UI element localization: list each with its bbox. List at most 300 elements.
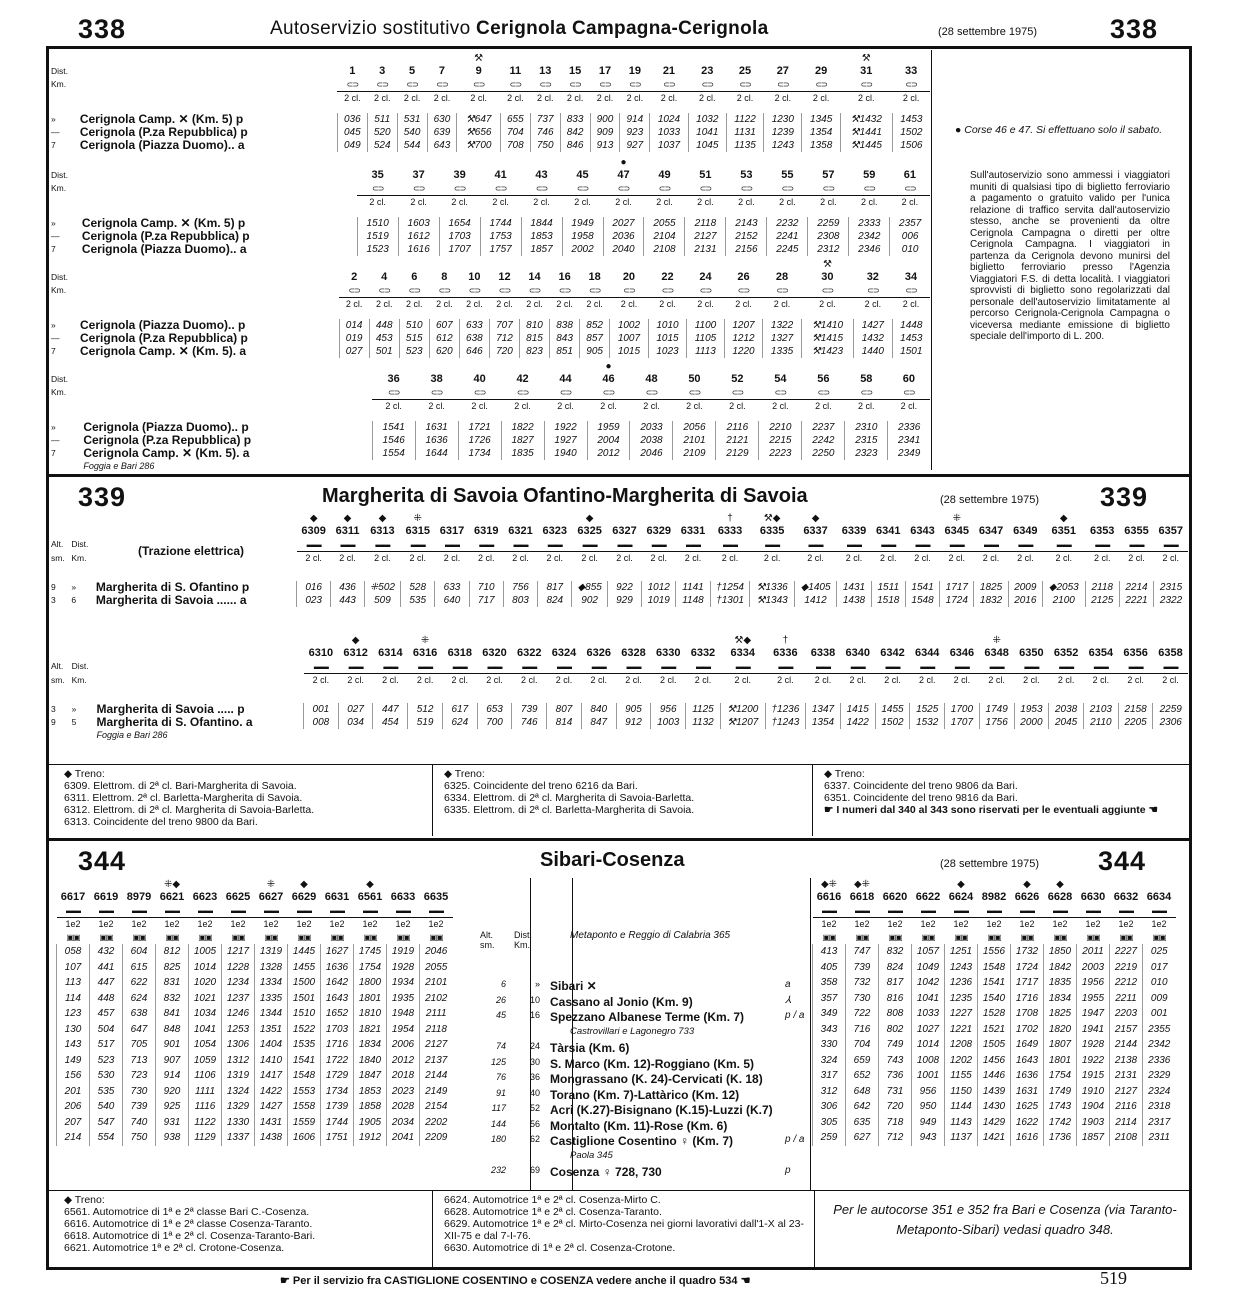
train-symbol [369,258,399,271]
train-symbol: † [782,635,789,646]
train-symbol [1143,878,1176,891]
vehicle-icon: ▬▬ [165,906,179,915]
train-number: 6625 [225,891,251,903]
time-cell: 305 [813,1115,846,1131]
train-number: 6345 [944,525,970,537]
note-line: 6351. Coincidente del treno 9816 da Bari. [824,792,1018,804]
class-label: 1e2 [1044,918,1077,932]
vehicle-icon: ⊂⊃ [453,184,466,193]
train-number: 6324 [551,647,577,659]
vehicle-icon: ▬▬ [822,906,836,915]
train-number: 17 [598,65,612,77]
vehicle-icon: ▬▬ [984,540,999,549]
train-number: 6354 [1088,647,1114,659]
time-cell: 1546 [372,434,415,447]
train-number: 6328 [621,647,646,659]
train-number: 4 [381,271,388,283]
train-number: 6343 [910,525,935,537]
time-cell: 1500 [288,975,321,991]
class-label: 2 cl. [651,674,686,688]
time-cell: 901 [156,1037,189,1053]
class-label: 2 cl. [979,674,1014,688]
time-cell: 707 [489,319,519,332]
table-date: (28 settembre 1975) [938,26,1038,38]
time-cell: 704 [846,1037,879,1053]
vehicle-icon: ▬▬ [264,906,278,915]
class-label: 2 cl. [560,92,590,106]
train-number: 6312 [343,647,368,659]
vehicle-icon: ▬▬ [1053,906,1067,915]
train-symbol [1008,512,1042,525]
train-symbol [439,156,480,169]
timetable-block [50,258,930,358]
train-symbol [560,52,590,65]
train-symbol [890,156,930,169]
notes-339-col1 [64,768,424,828]
class-label: 2 cl. [892,92,930,106]
time-cell: 540 [397,126,427,139]
time-cell: 739 [846,960,879,976]
train-symbol: ◆ [1059,513,1068,524]
time-cell: 1432 [854,332,893,345]
class-label: 2 cl. [501,400,544,414]
time-cell: 130 [57,1022,90,1038]
time-cell: 019 [339,332,369,345]
time-cell: 1724 [940,594,974,607]
table-number-344-right: 344 [1098,846,1147,876]
time-cell: 815 [519,332,549,345]
vehicle-icon: ▣▣ [822,933,836,942]
train-number: 3 [379,65,386,77]
train-number: 6348 [984,647,1009,659]
time-cell: 2149 [420,1084,453,1100]
time-cell: 1636 [321,960,354,976]
time-cell: 1947 [1077,1006,1110,1022]
distance: — [51,231,60,241]
vehicle-icon: ▬▬ [626,662,641,671]
time-cell: 750 [530,139,560,152]
class-label: 2 cl. [616,674,651,688]
vehicle-icon: ⊂⊃ [387,388,400,397]
vehicle-icon: ⊂⊃ [535,184,548,193]
time-cell: 633 [459,319,489,332]
time-cell: 1904 [1077,1099,1110,1115]
train-number: 6339 [841,525,867,537]
vehicle-icon: ▬▬ [444,540,459,549]
train-symbol [399,258,429,271]
vehicle-icon: ⊂⊃ [629,80,641,89]
vehicle-icon: ⊂⊃ [406,80,418,89]
time-cell: 1221 [945,1022,978,1038]
table-number-344-left: 344 [78,846,127,876]
vehicle-icon: ▬▬ [330,906,344,915]
time-cell: 207 [57,1115,90,1131]
time-cell: 1729 [321,1068,354,1084]
time-cell: 2116 [716,421,759,434]
time-cell: 1106 [189,1068,222,1084]
distance: 40 [529,1087,540,1098]
time-cell: 1511 [871,581,905,594]
station-name: Cosenza ♀ 728, 730 [550,1165,662,1179]
time-cell: 920 [156,1084,189,1100]
time-cell: 739 [512,703,547,716]
time-cell: 1243 [764,139,802,152]
station-col [96,660,304,674]
train-symbol [512,634,547,647]
time-cell: 1202 [945,1053,978,1069]
train-symbol [685,156,726,169]
time-cell: 905 [580,345,610,358]
distance: » [51,320,56,330]
time-cell: 453 [369,332,399,345]
time-cell: 722 [846,1006,879,1022]
train-number: 58 [860,373,873,385]
time-cell: 1312 [222,1053,255,1069]
time-cell: 1041 [912,991,945,1007]
time-cell: 049 [337,139,367,152]
time-cell: 612 [429,332,459,345]
train-symbol: ⁜ [992,635,1001,646]
column-divider [530,878,531,1190]
train-number: 6330 [655,647,681,659]
time-cell: 259 [813,1130,846,1146]
time-cell: 2156 [726,243,767,256]
class-label: 2 cl. [297,552,331,566]
class-label: 2 cl. [650,92,688,106]
vehicle-icon: ⊂⊃ [569,80,581,89]
time-cell: 833 [560,113,590,126]
class-label: 2 cl. [477,674,512,688]
vehicle-icon: ⊂⊃ [658,184,671,193]
time-cell: 816 [879,991,912,1007]
time-cell: 2127 [685,230,726,243]
class-label: 1e2 [321,918,354,932]
time-cell: 1756 [979,716,1014,729]
time-cell: 655 [500,113,530,126]
time-cell: 1627 [321,944,354,960]
station-col [96,634,304,647]
class-label: 1e2 [387,918,420,932]
station-col [95,552,297,566]
vehicle-icon: ▬▬ [522,662,537,671]
note-line: ◆ Treno: [824,768,865,780]
train-number: 6628 [1047,891,1073,903]
km: Dist. [71,661,89,672]
train-number: 6329 [646,525,671,537]
time-cell: 2127 [420,1037,453,1053]
time-cell: 2223 [759,447,802,460]
train-symbol [840,634,875,647]
station-col [96,674,304,688]
time-cell: 633 [435,581,469,594]
train-symbol [547,634,582,647]
time-cell: 857 [580,332,610,345]
alt [50,634,71,647]
station-name: Cerignola (Piazza Duomo).. p [83,420,249,434]
time-cell: 913 [590,139,620,152]
train-number: 6632 [1113,891,1139,903]
time-cell: 607 [429,319,459,332]
class-label: 2 cl. [458,400,501,414]
train-symbol: ◆ [366,879,374,890]
class-label: 2 cl. [572,552,607,566]
time-cell: 1949 [562,217,603,230]
time-cell: 1237 [222,991,255,1007]
vehicle-icon: ⊂⊃ [777,80,789,89]
station-name: Castiglione Cosentino ♀ (Km. 7) [550,1134,734,1148]
vehicle-icon: ▣▣ [66,933,80,942]
time-cell: 547 [90,1115,123,1131]
class-label: 2 cl. [1154,552,1188,566]
time-cell: 509 [364,594,400,607]
time-cell: 704 [500,126,530,139]
time-cell: 2157 [1110,1022,1143,1038]
altitude: 9 [51,582,56,592]
time-cell: 2242 [802,434,845,447]
train-number: 6316 [412,647,438,659]
time-cell: 2311 [1143,1130,1176,1146]
distance: 24 [529,1041,540,1051]
train-number: 6327 [612,525,637,537]
time-cell: 1041 [189,1022,222,1038]
vehicle-icon: ▬▬ [723,540,738,549]
time-cell: 1033 [650,126,688,139]
vehicle-icon: ▬▬ [66,906,80,915]
vehicle-icon: ▬▬ [1095,540,1110,549]
train-symbol: ⁜ [420,635,430,646]
train-symbol [620,52,650,65]
time-cell: 058 [57,944,90,960]
train-symbol [357,156,398,169]
train-symbol [337,52,367,65]
station-suffix: a [785,979,791,990]
time-cell: 515 [399,332,429,345]
time-cell: 2341 [888,434,930,447]
class-label: 2 cl. [759,400,802,414]
time-cell: 1919 [387,944,420,960]
train-number: 6331 [680,525,706,537]
train-symbol [1084,634,1119,647]
class-label: 2 cl. [337,92,367,106]
time-cell: 1141 [676,581,710,594]
station-name: Cerignola Camp. ✕ (Km. 5). a [83,446,250,460]
train-symbol [321,878,354,891]
time-cell: 2006 [387,1037,420,1053]
time-cell: 441 [90,960,123,976]
station-name: Spezzano Albanese Terme (Km. 7) [550,1010,745,1024]
train-number: 2 [351,271,358,283]
class-label: 2 cl. [397,92,427,106]
train-symbol [544,360,587,373]
time-cell: 653 [477,703,512,716]
time-cell: 643 [427,139,457,152]
class-label: 1e2 [1077,918,1110,932]
train-symbol [581,634,616,647]
class-label: 1e2 [1143,918,1176,932]
train-number: 6325 [577,525,602,537]
note-line: 6630. Automotrice di 1ª e 2ª cl. Cosenza-Crotone. [444,1242,676,1254]
time-cell: 1827 [501,434,544,447]
time-cell: 1928 [1077,1037,1110,1053]
time-cell: 1744 [321,1115,354,1131]
time-cell: 1246 [222,1006,255,1022]
spacer [82,373,372,386]
class-label: 2 cl. [459,298,489,312]
time-cell: 1959 [587,421,630,434]
altitude: 45 [495,1010,506,1020]
class-label: 2 cl. [940,552,974,566]
vehicle-icon: ⊂⊃ [498,286,511,295]
train-number: 6357 [1158,525,1184,537]
train-number: 43 [535,169,548,181]
time-cell: 520 [367,126,397,139]
time-cell: ⚒1445 [840,139,892,152]
train-symbol [538,512,572,525]
class-label: 2 cl. [648,298,687,312]
class-label: 2 cl. [764,92,802,106]
train-symbol [367,52,397,65]
class-label: 2 cl. [688,92,726,106]
train-symbol: ◆ [585,513,594,524]
time-cell: 1835 [501,447,544,460]
time-cell: 2018 [387,1068,420,1084]
time-cell: 1021 [189,991,222,1007]
time-cell: 1042 [912,975,945,991]
train-number: 56 [817,373,830,385]
spacer [79,65,338,78]
distance: 69 [529,1165,540,1175]
train-number: 16 [558,271,571,283]
time-cell: 639 [427,126,457,139]
time-cell: 1842 [1044,960,1077,976]
time-cell: ⚒700 [457,139,501,152]
time-cell: 1801 [354,991,387,1007]
train-symbol [642,512,676,525]
time-cell: 343 [813,1022,846,1038]
train-symbol [519,258,549,271]
train-number: 6358 [1158,647,1183,659]
time-cell: 929 [607,594,641,607]
station-name: Margherita di S. Ofantino. a [96,715,253,729]
time-cell: 357 [813,991,846,1007]
time-cell: 2308 [808,230,849,243]
time-cell: 720 [489,345,519,358]
class-label: 2 cl. [802,92,840,106]
distance: » [71,582,77,592]
timetable-339 [50,512,1190,762]
time-cell: 648 [846,1084,879,1100]
time-cell: 2034 [387,1115,420,1131]
time-cell: 2318 [1143,1099,1176,1115]
spacer [79,258,339,271]
time-cell: 1456 [978,1053,1011,1069]
time-cell: 823 [519,345,549,358]
time-cell: 1721 [458,421,501,434]
time-cell: 2219 [1110,960,1143,976]
time-cell: 1724 [1011,960,1044,976]
train-number: 50 [688,373,701,385]
altitude: 91 [495,1087,506,1098]
class-label: 2 cl. [1085,552,1119,566]
distance: — [51,435,60,445]
time-cell: 2012 [387,1053,420,1069]
class-label: 2 cl. [610,298,649,312]
table-number-left: 338 [78,14,127,44]
time-cell: 847 [581,716,616,729]
note-line: 6621. Automotrice 1ª e 2ª cl. Crotone-Cosenza. [64,1242,285,1254]
train-number: 32 [866,271,879,283]
vehicle-icon: ⊂⊃ [645,388,658,397]
spacer [50,52,79,65]
time-cell: 2131 [1110,1068,1143,1084]
train-number: 42 [516,373,529,385]
time-cell: 1100 [687,319,724,332]
time-cell: 2357 [890,217,930,230]
note-line: ◆ Treno: [444,768,485,780]
time-cell: 1751 [321,1130,354,1146]
train-number: 6618 [849,891,875,903]
time-cell: 1541 [905,581,939,594]
time-cell: ⚒1432 [840,113,892,126]
station-connection: Paola 345 [570,1149,613,1161]
alt [50,525,70,538]
spacer [81,169,357,182]
dist-label: Dist. [51,66,68,76]
time-cell: 1739 [321,1099,354,1115]
time-cell: 2023 [387,1084,420,1100]
time-cell: 1012 [642,581,676,594]
time-cell: 1903 [1077,1115,1110,1131]
class-label: 1e2 [222,918,255,932]
time-cell: 1700 [945,703,980,716]
distance: » [71,704,77,714]
vehicle-icon: ▬▬ [1129,540,1144,549]
train-number: 27 [776,65,789,77]
vehicle-icon: ▬▬ [881,540,896,549]
vehicle-icon: ⊂⊃ [378,286,390,295]
train-symbol [1154,512,1188,525]
vehicle-icon: ⊂⊃ [371,184,384,193]
class-label: 2 cl. [607,552,641,566]
time-cell: 1027 [912,1022,945,1038]
train-symbol [644,156,685,169]
time-cell: 1935 [387,991,420,1007]
station-name: Margherita di Savoia ..... p [96,702,245,716]
time-cell: 317 [813,1068,846,1084]
train-symbol [1119,512,1153,525]
time-cell: 646 [459,345,489,358]
class-label: 2 cl. [357,196,398,210]
train-number: 6309 [301,525,326,537]
time-cell: 2211 [1110,991,1143,1007]
time-cell: 925 [156,1099,189,1115]
vehicle-icon: ⊂⊃ [822,184,835,193]
train-symbol [892,258,930,271]
spacer [50,400,82,414]
class-label: 2 cl. [726,196,767,210]
time-cell: 2212 [1110,975,1143,991]
time-cell: 1649 [1011,1037,1044,1053]
time-cell: 812 [156,944,189,960]
class-label: 2 cl. [544,400,587,414]
altitude: 125 [490,1056,506,1067]
time-cell: 950 [912,1099,945,1115]
vehicle-icon: ⊂⊃ [663,80,675,89]
note-line: 6313. Coincidente del treno 9800 da Bari. [64,816,258,828]
class-label: 2 cl. [489,298,519,312]
train-symbol [435,512,469,525]
spacer [50,298,79,312]
